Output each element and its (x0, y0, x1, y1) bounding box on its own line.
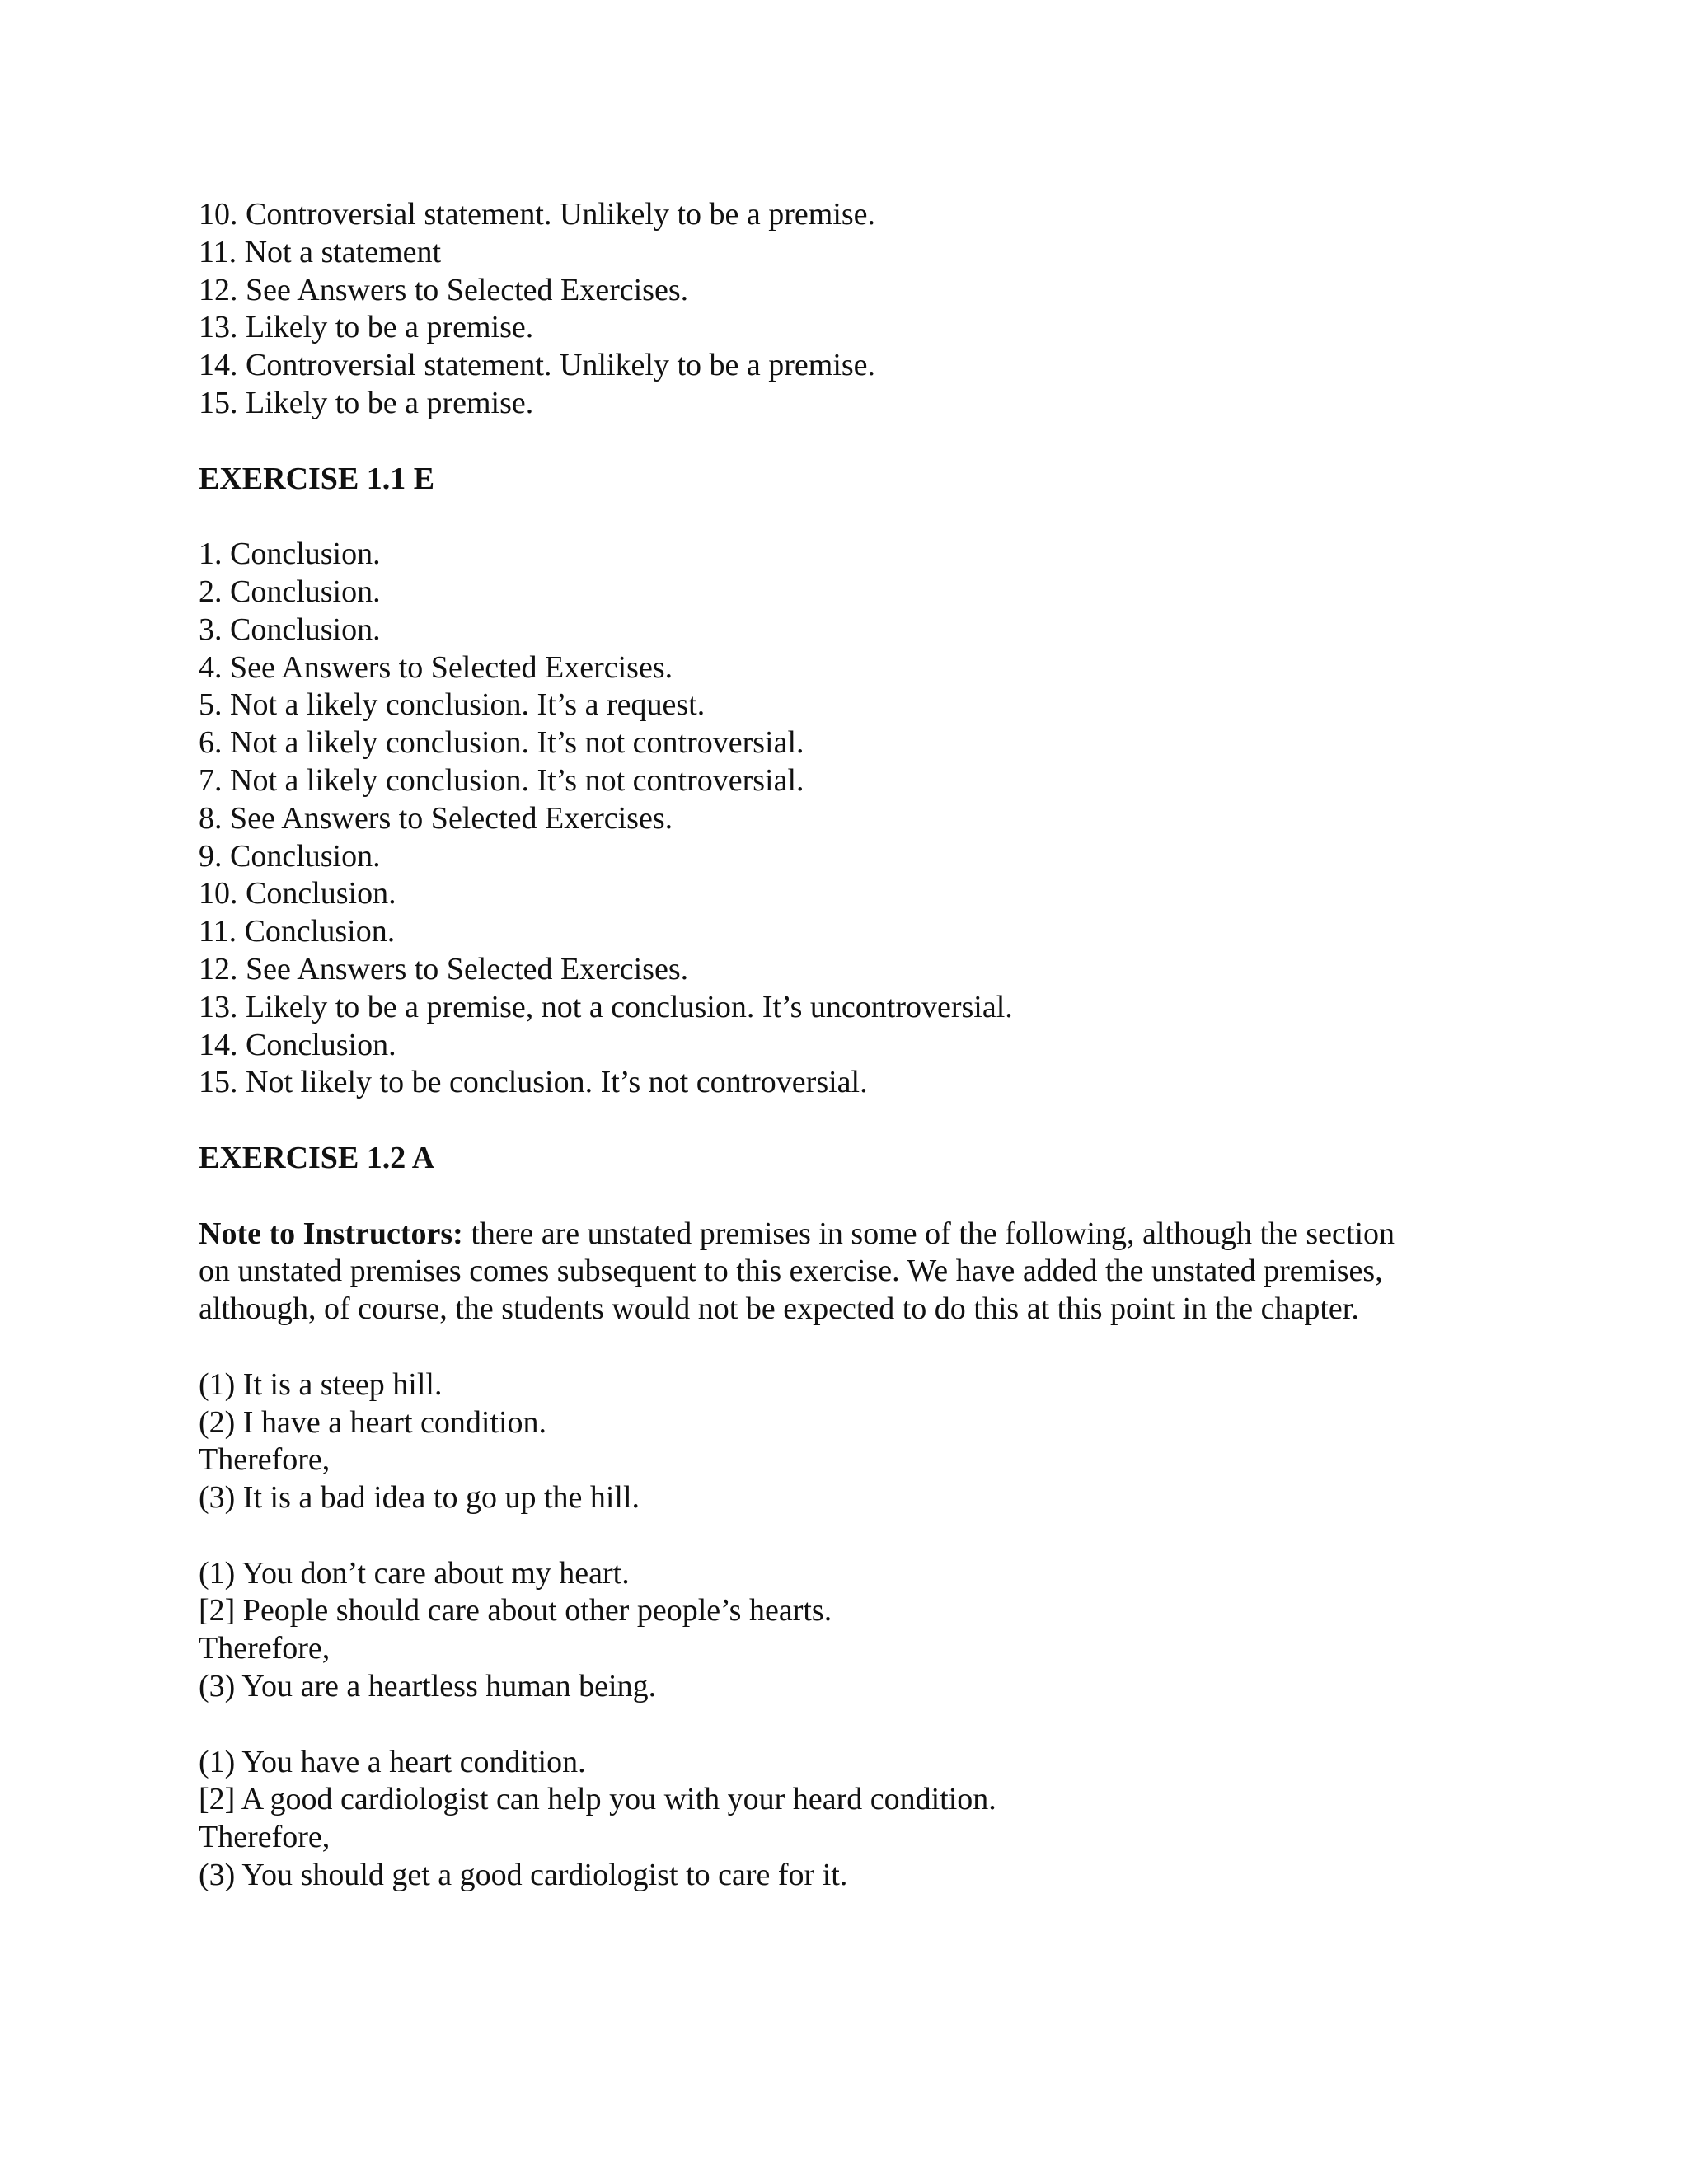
spacer (199, 1102, 1517, 1140)
argument-line: (1) It is a steep hill. (199, 1366, 443, 1402)
list-item: 2. Conclusion. (199, 574, 381, 609)
list-item: 7. Not a likely conclusion. It’s not controversial. (199, 762, 804, 798)
spacer (199, 1178, 1517, 1216)
spacer (199, 1329, 1517, 1366)
note-text: there are unstated premises in some of the following, although the section (462, 1216, 1395, 1251)
list-item: 15. Likely to be a premise. (199, 385, 534, 420)
exercise-1-1-e-answer-list (199, 536, 1517, 1102)
argument-line: Therefore, (199, 1631, 331, 1666)
list-item: 9. Conclusion. (199, 838, 381, 874)
list-item: 15. Not likely to be conclusion. It’s not controversial. (199, 1065, 868, 1100)
argument-line: (1) You have a heart condition. (199, 1744, 586, 1779)
argument-line: Therefore, (199, 1442, 331, 1478)
argument-line: (3) You are a heartless human being. (199, 1669, 657, 1704)
list-item: 1. Conclusion. (199, 537, 381, 572)
list-item: 11. Conclusion. (199, 914, 396, 949)
argument-block (199, 1744, 1517, 1895)
argument-block (199, 1366, 1517, 1517)
argument-line: (3) You should get a good cardiologist to care for it. (199, 1858, 848, 1893)
note-line: although, of course, the students would not be expected to do this at this point in the chapter. (199, 1291, 1359, 1327)
document-page (199, 196, 1517, 1895)
continued-answer-list (199, 196, 1517, 423)
instructor-note (199, 1216, 1517, 1329)
note-line (199, 1216, 1517, 1254)
argument-line: (3) It is a bad idea to go up the hill. (199, 1480, 640, 1516)
list-item: 10. Conclusion. (199, 876, 396, 912)
exercise-1-1-e-heading: EXERCISE 1.1 E (199, 461, 435, 496)
argument-line: [2] People should care about other people’s hearts. (199, 1593, 832, 1629)
note-label: Note to Instructors: (199, 1216, 463, 1251)
list-item: 14. Controversial statement. Unlikely to be a premise. (199, 348, 876, 383)
spacer (199, 498, 1517, 536)
list-item: 8. See Answers to Selected Exercises. (199, 800, 673, 836)
list-item: 13. Likely to be a premise, not a conclusion. It’s uncontroversial. (199, 989, 1013, 1024)
list-item: 6. Not a likely conclusion. It’s not controversial. (199, 725, 804, 761)
list-item: 5. Not a likely conclusion. It’s a request. (199, 687, 706, 723)
argument-line: (2) I have a heart condition. (199, 1404, 547, 1440)
spacer (199, 1517, 1517, 1555)
list-item: 3. Conclusion. (199, 612, 381, 647)
list-item: 13. Likely to be a premise. (199, 310, 534, 345)
exercise-1-2-a-heading: EXERCISE 1.2 A (199, 1140, 435, 1175)
argument-line: [2] A good cardiologist can help you with your heard condition. (199, 1782, 996, 1817)
spacer (199, 423, 1517, 461)
note-line: on unstated premises comes subsequent to this exercise. We have added the unstated premises, (199, 1254, 1383, 1289)
list-item: 12. See Answers to Selected Exercises. (199, 951, 689, 987)
list-item: 4. See Answers to Selected Exercises. (199, 649, 673, 685)
list-item: 14. Conclusion. (199, 1027, 396, 1062)
argument-block (199, 1555, 1517, 1706)
list-item: 11. Not a statement (199, 234, 442, 269)
spacer (199, 1706, 1517, 1744)
list-item: 12. See Answers to Selected Exercises. (199, 272, 689, 307)
argument-line: Therefore, (199, 1820, 331, 1855)
list-item: 10. Controversial statement. Unlikely to be a premise. (199, 197, 876, 232)
argument-line: (1) You don’t care about my heart. (199, 1555, 630, 1591)
